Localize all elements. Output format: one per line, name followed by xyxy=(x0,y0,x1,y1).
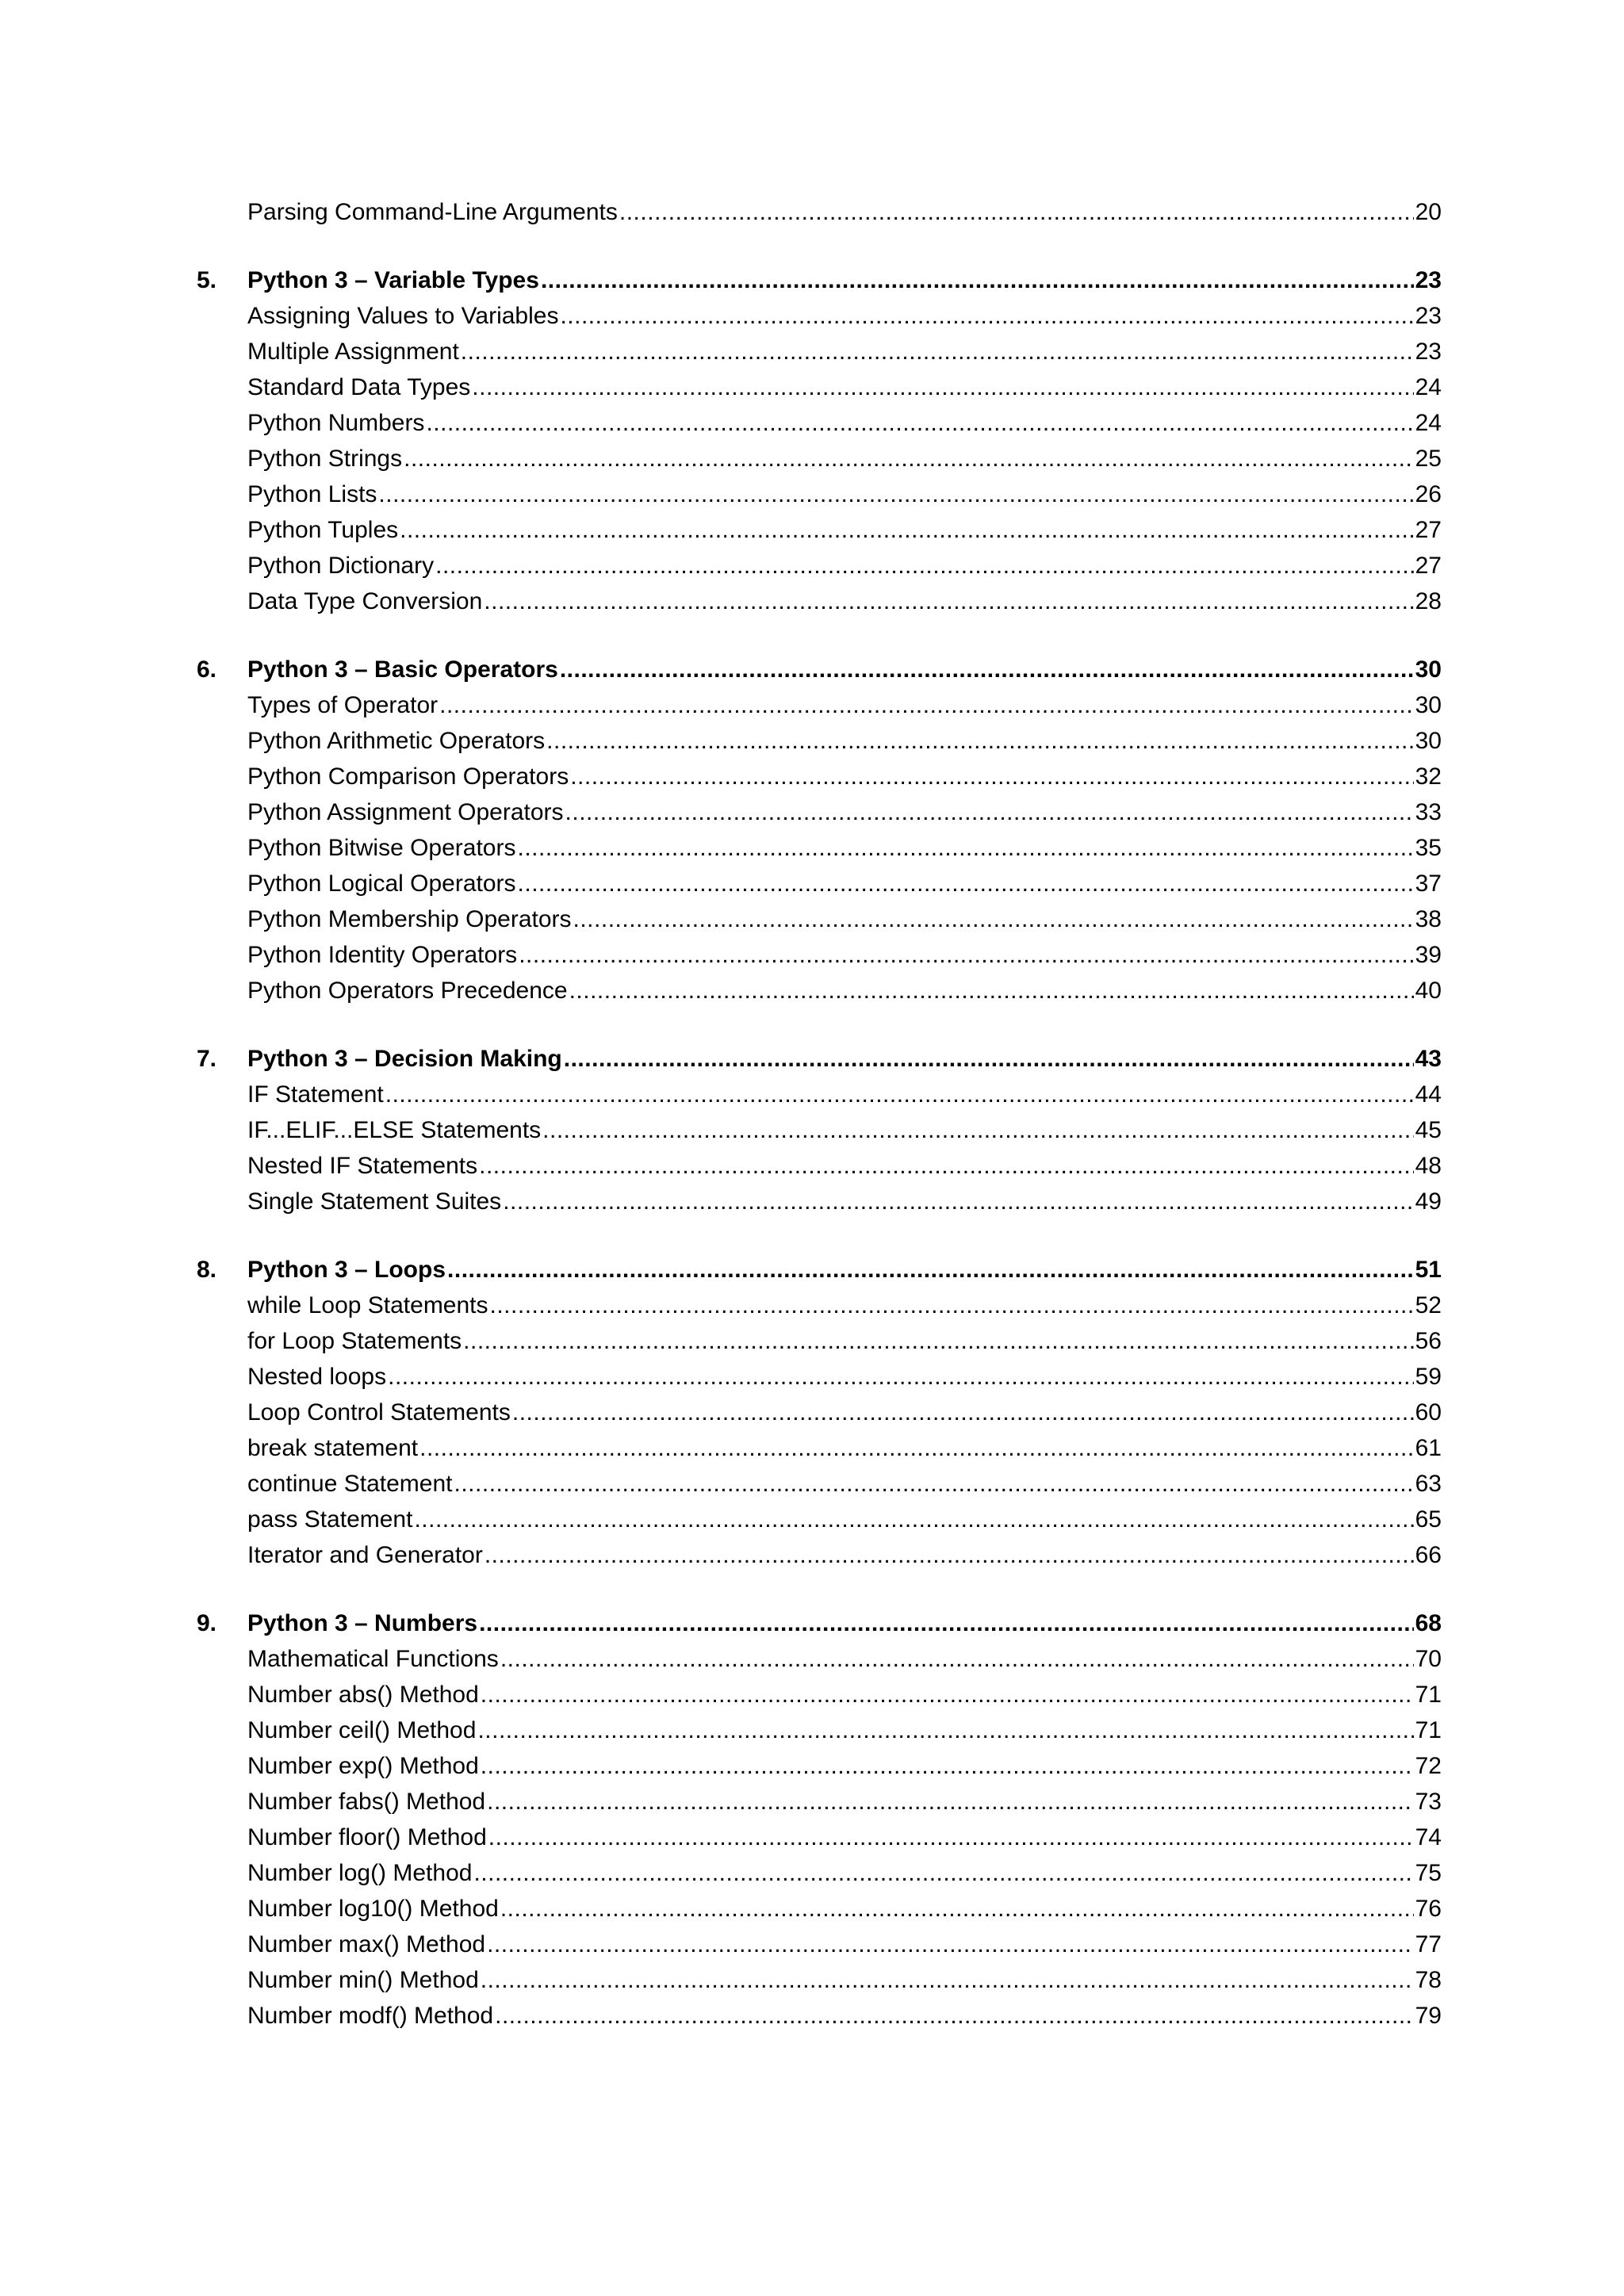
entry-page-number: 76 xyxy=(1415,1896,1442,1922)
entry-title: IF...ELIF...ELSE Statements xyxy=(247,1117,542,1143)
dot-leader xyxy=(487,1784,1414,1820)
entry-title: Number floor() Method xyxy=(247,1824,487,1850)
entry-title: Number exp() Method xyxy=(247,1753,479,1779)
entry-title: continue Statement xyxy=(247,1471,453,1497)
dot-leader xyxy=(472,369,1413,405)
dot-leader xyxy=(426,405,1413,441)
entry-title: Loop Control Statements xyxy=(247,1399,511,1425)
toc-entry-row[interactable] xyxy=(197,1184,1442,1219)
dot-leader xyxy=(570,759,1413,794)
toc-entry-row[interactable] xyxy=(197,405,1442,441)
toc-entry-row[interactable] xyxy=(197,476,1442,512)
dot-leader xyxy=(385,1077,1414,1112)
entry-title: Number log() Method xyxy=(247,1860,473,1886)
dot-leader xyxy=(619,194,1414,230)
entry-title: while Loop Statements xyxy=(247,1292,488,1318)
entry-page-number: 24 xyxy=(1415,410,1442,436)
dot-leader xyxy=(565,794,1414,830)
chapter-page-number: 30 xyxy=(1415,656,1442,683)
toc-entry-row[interactable] xyxy=(197,1784,1442,1820)
toc-entry-row[interactable] xyxy=(197,1502,1442,1537)
toc-entry-row[interactable] xyxy=(197,1712,1442,1748)
toc-entry-row[interactable] xyxy=(197,1891,1442,1927)
chapter-number: 5. xyxy=(197,267,217,293)
entry-page-number: 44 xyxy=(1415,1081,1442,1108)
toc-chapter-row[interactable] xyxy=(197,652,1442,687)
entry-title: Iterator and Generator xyxy=(247,1542,483,1568)
toc-entry-row[interactable] xyxy=(197,334,1442,369)
entry-page-number: 24 xyxy=(1415,374,1442,400)
entry-title: Number fabs() Method xyxy=(247,1789,486,1815)
entry-title: Python Membership Operators xyxy=(247,906,572,932)
entry-title: break statement xyxy=(247,1435,419,1461)
entry-title: Python Comparison Operators xyxy=(247,763,569,790)
dot-leader xyxy=(560,298,1413,334)
dot-leader xyxy=(485,1537,1414,1573)
entry-page-number: 30 xyxy=(1415,692,1442,718)
toc-entry-row[interactable] xyxy=(197,194,1442,230)
dot-leader xyxy=(542,1112,1413,1148)
entry-page-number: 26 xyxy=(1415,481,1442,507)
entry-title: Python Strings xyxy=(247,446,403,472)
entry-page-number: 60 xyxy=(1415,1399,1442,1425)
chapter-number: 9. xyxy=(197,1610,217,1636)
entry-page-number: 70 xyxy=(1415,1646,1442,1672)
toc-entry-row[interactable] xyxy=(197,548,1442,584)
entry-title: Nested loops xyxy=(247,1364,387,1390)
entry-page-number: 52 xyxy=(1415,1292,1442,1318)
toc-entry-row[interactable] xyxy=(197,1323,1442,1359)
dot-leader xyxy=(378,476,1413,512)
toc-entry-row[interactable] xyxy=(197,901,1442,937)
entry-title: for Loop Statements xyxy=(247,1328,462,1354)
toc-entry-row[interactable] xyxy=(197,973,1442,1008)
toc-entry-row[interactable] xyxy=(197,794,1442,830)
dot-leader xyxy=(564,1041,1414,1077)
entry-title: Mathematical Functions xyxy=(247,1646,499,1672)
toc-entry-row[interactable] xyxy=(197,723,1442,759)
entry-page-number: 79 xyxy=(1415,2003,1442,2029)
dot-leader xyxy=(481,1748,1414,1784)
entry-page-number: 65 xyxy=(1415,1506,1442,1533)
dot-leader xyxy=(481,1677,1414,1712)
dot-leader xyxy=(447,1252,1414,1288)
entry-title: Python Identity Operators xyxy=(247,942,518,968)
entry-page-number: 38 xyxy=(1415,906,1442,932)
toc-entry-row[interactable] xyxy=(197,1537,1442,1573)
entry-page-number: 63 xyxy=(1415,1471,1442,1497)
entry-page-number: 74 xyxy=(1415,1824,1442,1850)
toc-entry-row[interactable] xyxy=(197,1927,1442,1962)
toc-entry-row[interactable] xyxy=(197,687,1442,723)
dot-leader xyxy=(541,262,1414,298)
toc-entry-row[interactable] xyxy=(197,512,1442,548)
toc-entry-row[interactable] xyxy=(197,1962,1442,1998)
toc-entry-row[interactable] xyxy=(197,830,1442,866)
chapter-page-number: 68 xyxy=(1415,1610,1442,1636)
toc-entry-row[interactable] xyxy=(197,1395,1442,1430)
entry-title: Number modf() Method xyxy=(247,2003,494,2029)
entry-page-number: 33 xyxy=(1415,799,1442,825)
dot-leader xyxy=(503,1184,1413,1219)
entry-title: Python Operators Precedence xyxy=(247,978,568,1004)
dot-leader xyxy=(519,937,1413,973)
dot-leader xyxy=(479,1148,1413,1184)
entry-title: Nested IF Statements xyxy=(247,1153,478,1179)
entry-title: Python Dictionary xyxy=(247,553,435,579)
toc-entry-row[interactable] xyxy=(197,937,1442,973)
entry-title: Python Assignment Operators xyxy=(247,799,564,825)
chapter-number: 6. xyxy=(197,656,217,683)
entry-title: Multiple Assignment xyxy=(247,339,459,365)
dot-leader xyxy=(517,830,1413,866)
entry-page-number: 49 xyxy=(1415,1188,1442,1215)
entry-page-number: 48 xyxy=(1415,1153,1442,1179)
toc-entry-row[interactable] xyxy=(197,866,1442,901)
entry-page-number: 61 xyxy=(1415,1435,1442,1461)
dot-leader xyxy=(495,1998,1414,2034)
entry-title: Python Tuples xyxy=(247,517,399,543)
entry-title: Number max() Method xyxy=(247,1931,486,1957)
toc-entry-row[interactable] xyxy=(197,1148,1442,1184)
dot-leader xyxy=(487,1927,1414,1962)
entry-page-number: 27 xyxy=(1415,517,1442,543)
dot-leader xyxy=(435,548,1414,584)
dot-leader xyxy=(388,1359,1414,1395)
entry-title: Single Statement Suites xyxy=(247,1188,502,1215)
entry-page-number: 28 xyxy=(1415,588,1442,614)
dot-leader xyxy=(560,652,1414,687)
entry-page-number: 71 xyxy=(1415,1717,1442,1743)
entry-title: Python Bitwise Operators xyxy=(247,835,516,861)
toc-entry-row[interactable] xyxy=(197,584,1442,619)
dot-leader xyxy=(573,901,1414,937)
toc-entry-row[interactable] xyxy=(197,1077,1442,1112)
entry-page-number: 72 xyxy=(1415,1753,1442,1779)
entry-page-number: 73 xyxy=(1415,1789,1442,1815)
entry-title: Types of Operator xyxy=(247,692,439,718)
chapter-page-number: 23 xyxy=(1415,267,1442,293)
entry-title: Assigning Values to Variables xyxy=(247,303,559,329)
toc-entry-row[interactable] xyxy=(197,1855,1442,1891)
dot-leader xyxy=(484,584,1413,619)
chapter-title: Python 3 – Decision Making xyxy=(247,1046,562,1072)
entry-page-number: 78 xyxy=(1415,1967,1442,1993)
dot-leader xyxy=(419,1430,1414,1466)
toc-entry-row[interactable] xyxy=(197,1677,1442,1712)
entry-page-number: 23 xyxy=(1415,339,1442,365)
toc-entry-row[interactable] xyxy=(197,759,1442,794)
dot-leader xyxy=(439,687,1414,723)
toc-entry-row[interactable] xyxy=(197,369,1442,405)
entry-title: Number abs() Method xyxy=(247,1682,479,1708)
dot-leader xyxy=(490,1288,1414,1323)
dot-leader xyxy=(479,1605,1414,1641)
dot-leader xyxy=(477,1712,1413,1748)
dot-leader xyxy=(518,866,1414,901)
entry-page-number: 75 xyxy=(1415,1860,1442,1886)
toc-entry-row[interactable] xyxy=(197,1112,1442,1148)
entry-title: Number ceil() Method xyxy=(247,1717,477,1743)
dot-leader xyxy=(414,1502,1413,1537)
toc-entry-row[interactable] xyxy=(197,1430,1442,1466)
entry-title: Standard Data Types xyxy=(247,374,471,400)
dot-leader xyxy=(500,1641,1414,1677)
entry-title: pass Statement xyxy=(247,1506,413,1533)
toc-entry-row[interactable] xyxy=(197,1288,1442,1323)
entry-title: Parsing Command-Line Arguments xyxy=(247,199,618,225)
entry-page-number: 27 xyxy=(1415,553,1442,579)
chapter-title: Python 3 – Basic Operators xyxy=(247,656,558,683)
entry-title: Number log10() Method xyxy=(247,1896,499,1922)
dot-leader xyxy=(463,1323,1413,1359)
dot-leader xyxy=(473,1855,1413,1891)
entry-title: IF Statement xyxy=(247,1081,384,1108)
entry-page-number: 37 xyxy=(1415,871,1442,897)
entry-page-number: 59 xyxy=(1415,1364,1442,1390)
chapter-title: Python 3 – Loops xyxy=(247,1257,446,1283)
entry-title: Python Arithmetic Operators xyxy=(247,728,546,754)
toc-chapter-row[interactable] xyxy=(197,1252,1442,1288)
entry-page-number: 40 xyxy=(1415,978,1442,1004)
chapter-title: Python 3 – Variable Types xyxy=(247,267,539,293)
entry-title: Python Logical Operators xyxy=(247,871,516,897)
entry-title: Python Numbers xyxy=(247,410,425,436)
dot-leader xyxy=(500,1891,1414,1927)
entry-page-number: 25 xyxy=(1415,446,1442,472)
entry-page-number: 30 xyxy=(1415,728,1442,754)
toc-chapter-row[interactable] xyxy=(197,262,1442,298)
table-of-contents xyxy=(197,194,1442,2034)
entry-page-number: 23 xyxy=(1415,303,1442,329)
entry-title: Python Lists xyxy=(247,481,377,507)
toc-entry-row[interactable] xyxy=(197,1748,1442,1784)
entry-page-number: 39 xyxy=(1415,942,1442,968)
entry-page-number: 66 xyxy=(1415,1542,1442,1568)
entry-page-number: 71 xyxy=(1415,1682,1442,1708)
chapter-page-number: 51 xyxy=(1415,1257,1442,1283)
entry-page-number: 20 xyxy=(1415,199,1442,225)
dot-leader xyxy=(512,1395,1414,1430)
toc-entry-row[interactable] xyxy=(197,1998,1442,2034)
entry-page-number: 56 xyxy=(1415,1328,1442,1354)
chapter-number: 8. xyxy=(197,1257,217,1283)
dot-leader xyxy=(404,441,1414,476)
entry-page-number: 45 xyxy=(1415,1117,1442,1143)
toc-entry-row[interactable] xyxy=(197,441,1442,476)
toc-entry-row[interactable] xyxy=(197,1820,1442,1855)
dot-leader xyxy=(461,334,1414,369)
toc-entry-row[interactable] xyxy=(197,1466,1442,1502)
chapter-page-number: 43 xyxy=(1415,1046,1442,1072)
toc-entry-row[interactable] xyxy=(197,298,1442,334)
toc-chapter-row[interactable] xyxy=(197,1041,1442,1077)
chapter-number: 7. xyxy=(197,1046,217,1072)
toc-chapter-row[interactable] xyxy=(197,1605,1442,1641)
dot-leader xyxy=(488,1820,1414,1855)
toc-entry-row[interactable] xyxy=(197,1641,1442,1677)
toc-entry-row[interactable] xyxy=(197,1359,1442,1395)
entry-title: Number min() Method xyxy=(247,1967,479,1993)
dot-leader xyxy=(454,1466,1414,1502)
dot-leader xyxy=(569,973,1414,1008)
entry-title: Data Type Conversion xyxy=(247,588,483,614)
entry-page-number: 35 xyxy=(1415,835,1442,861)
dot-leader xyxy=(481,1962,1414,1998)
dot-leader xyxy=(546,723,1413,759)
entry-page-number: 77 xyxy=(1415,1931,1442,1957)
entry-page-number: 32 xyxy=(1415,763,1442,790)
chapter-title: Python 3 – Numbers xyxy=(247,1610,478,1636)
dot-leader xyxy=(400,512,1414,548)
